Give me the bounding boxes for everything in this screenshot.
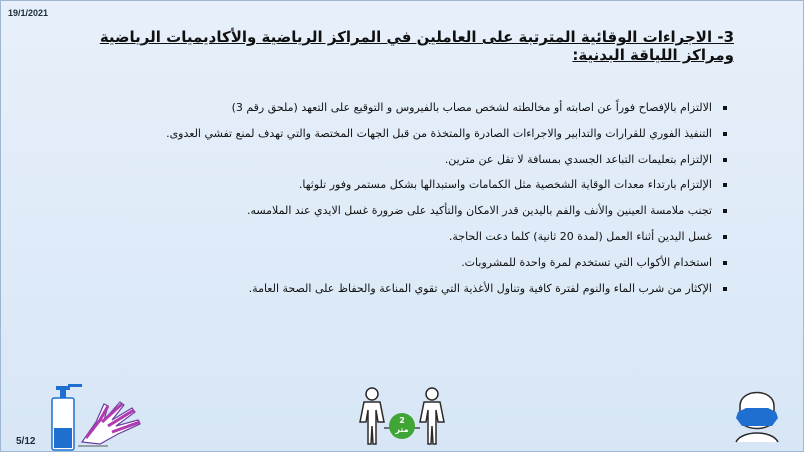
distance-badge bbox=[389, 413, 415, 439]
bullet-item: استخدام الأكواب التي تستخدم لمرة واحدة للمشروبات. bbox=[110, 251, 730, 277]
bullet-item: تجنب ملامسة العينين والأنف والفم باليدين قدر الامكان والتأكيد على ضرورة غسل الايدي عند الملامسه. bbox=[110, 199, 730, 225]
page-number: 5/12 bbox=[16, 436, 36, 447]
bullet-item: التنفيذ الفوري للقرارات والتدابير والاجراءات الصادرة والمتخذة من قبل الجهات المختصة والتي تهدف لمنع تفشي العدوى. bbox=[110, 122, 730, 148]
bullet-item: الإكثار من شرب الماء والنوم لفترة كافية وتناول الأغذية التي تقوي المناعة والحفاظ على الصحة العامة. bbox=[110, 277, 730, 303]
bullet-item: الإلتزام بارتداء معدات الوقاية الشخصية مثل الكمامات واستبدالها بشكل مستمر وفور تلوثها. bbox=[110, 173, 730, 199]
bullet-item: غسل اليدين أثناء العمل (لمدة 20 ثانية) كلما دعت الحاجة. bbox=[110, 225, 730, 251]
gloved-hands-icon bbox=[78, 398, 146, 448]
face-mask-person-icon bbox=[732, 382, 782, 444]
bullet-item: الإلتزام بتعليمات التباعد الجسدي بمسافة لا تقل عن مترين. bbox=[110, 148, 730, 174]
distance-unit: متر bbox=[395, 425, 409, 434]
distance-number: 2 bbox=[399, 416, 405, 425]
bullet-item: الالتزام بالإفصاح فوراً عن اصابته أو مخالطته لشخص مصاب بالفيروس و التوقيع على التعهد (ملحق رقم 3) bbox=[110, 96, 730, 122]
slide-date: 19/1/2021 bbox=[8, 8, 49, 18]
slide-title: 3- الاجراءات الوقائية المترتبة على العاملين في المراكز الرياضية والأكاديميات الرياضية ومراكز اللياقة البدنية: bbox=[99, 28, 734, 64]
bullet-list bbox=[110, 96, 730, 302]
